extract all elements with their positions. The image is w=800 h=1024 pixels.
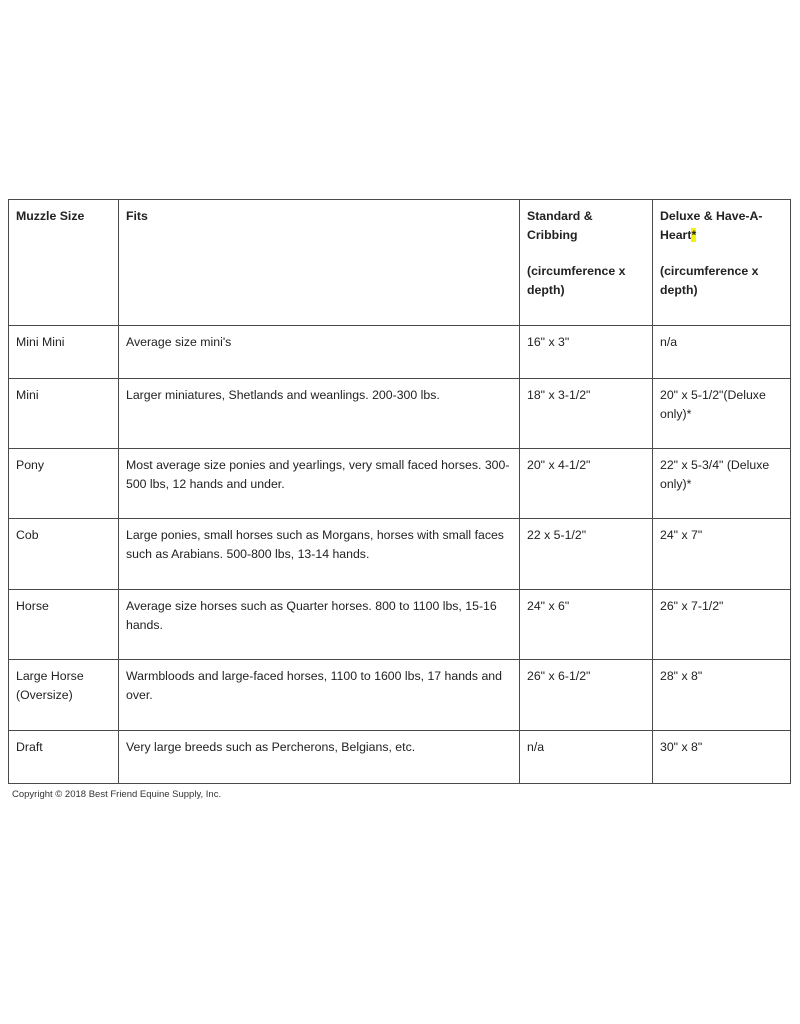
header-standard-label: Standard & Cribbing [527, 209, 593, 242]
cell-fits: Most average size ponies and yearlings, very small faced horses. 300-500 lbs, 12 hands and under. [119, 449, 520, 519]
table-row [9, 660, 791, 731]
cell-fits: Average size mini's [119, 326, 520, 379]
cell-size: Large Horse (Oversize) [9, 660, 119, 731]
cell-standard: 16" x 3" [520, 326, 653, 379]
cell-size: Mini [9, 379, 119, 449]
cell-standard: 26" x 6-1/2" [520, 660, 653, 731]
header-standard-sub: (circumference x depth) [527, 264, 626, 297]
header-row [9, 200, 791, 326]
muzzle-size-table [8, 199, 791, 784]
header-deluxe-have-a-heart [653, 200, 791, 326]
table-body [9, 326, 791, 784]
header-muzzle-size: Muzzle Size [9, 200, 119, 326]
cell-size: Draft [9, 731, 119, 784]
cell-deluxe: 30" x 8" [653, 731, 791, 784]
cell-fits: Average size horses such as Quarter horses. 800 to 1100 lbs, 15-16 hands. [119, 590, 520, 660]
table-header [9, 200, 791, 326]
cell-standard: 18" x 3-1/2" [520, 379, 653, 449]
cell-size: Horse [9, 590, 119, 660]
table-row [9, 379, 791, 449]
cell-standard: 24" x 6" [520, 590, 653, 660]
cell-size: Pony [9, 449, 119, 519]
table-row [9, 519, 791, 590]
table-row [9, 590, 791, 660]
table-row [9, 449, 791, 519]
header-deluxe-label: Deluxe & Have-A-Heart [660, 209, 763, 242]
table-row [9, 731, 791, 784]
table-row [9, 326, 791, 379]
cell-deluxe: 24" x 7" [653, 519, 791, 590]
highlighted-asterisk: * [691, 227, 697, 242]
cell-size: Cob [9, 519, 119, 590]
cell-fits: Warmbloods and large-faced horses, 1100 to 1600 lbs, 17 hands and over. [119, 660, 520, 731]
cell-standard: 20" x 4-1/2" [520, 449, 653, 519]
cell-deluxe: 28" x 8" [653, 660, 791, 731]
cell-standard: 22 x 5-1/2" [520, 519, 653, 590]
cell-deluxe: 22" x 5-3/4" (Deluxe only)* [653, 449, 791, 519]
cell-standard: n/a [520, 731, 653, 784]
cell-fits: Very large breeds such as Percherons, Belgians, etc. [119, 731, 520, 784]
copyright-notice: Copyright © 2018 Best Friend Equine Supply, Inc. [12, 789, 222, 800]
cell-fits: Larger miniatures, Shetlands and weanlings. 200-300 lbs. [119, 379, 520, 449]
cell-deluxe: 26" x 7-1/2" [653, 590, 791, 660]
cell-size: Mini Mini [9, 326, 119, 379]
cell-fits: Large ponies, small horses such as Morgans, horses with small faces such as Arabians. 500-800 lbs, 13-14 hands. [119, 519, 520, 590]
cell-deluxe: 20" x 5-1/2"(Deluxe only)* [653, 379, 791, 449]
cell-deluxe: n/a [653, 326, 791, 379]
header-standard-cribbing [520, 200, 653, 326]
header-fits: Fits [119, 200, 520, 326]
header-deluxe-sub: (circumference x depth) [660, 264, 759, 297]
